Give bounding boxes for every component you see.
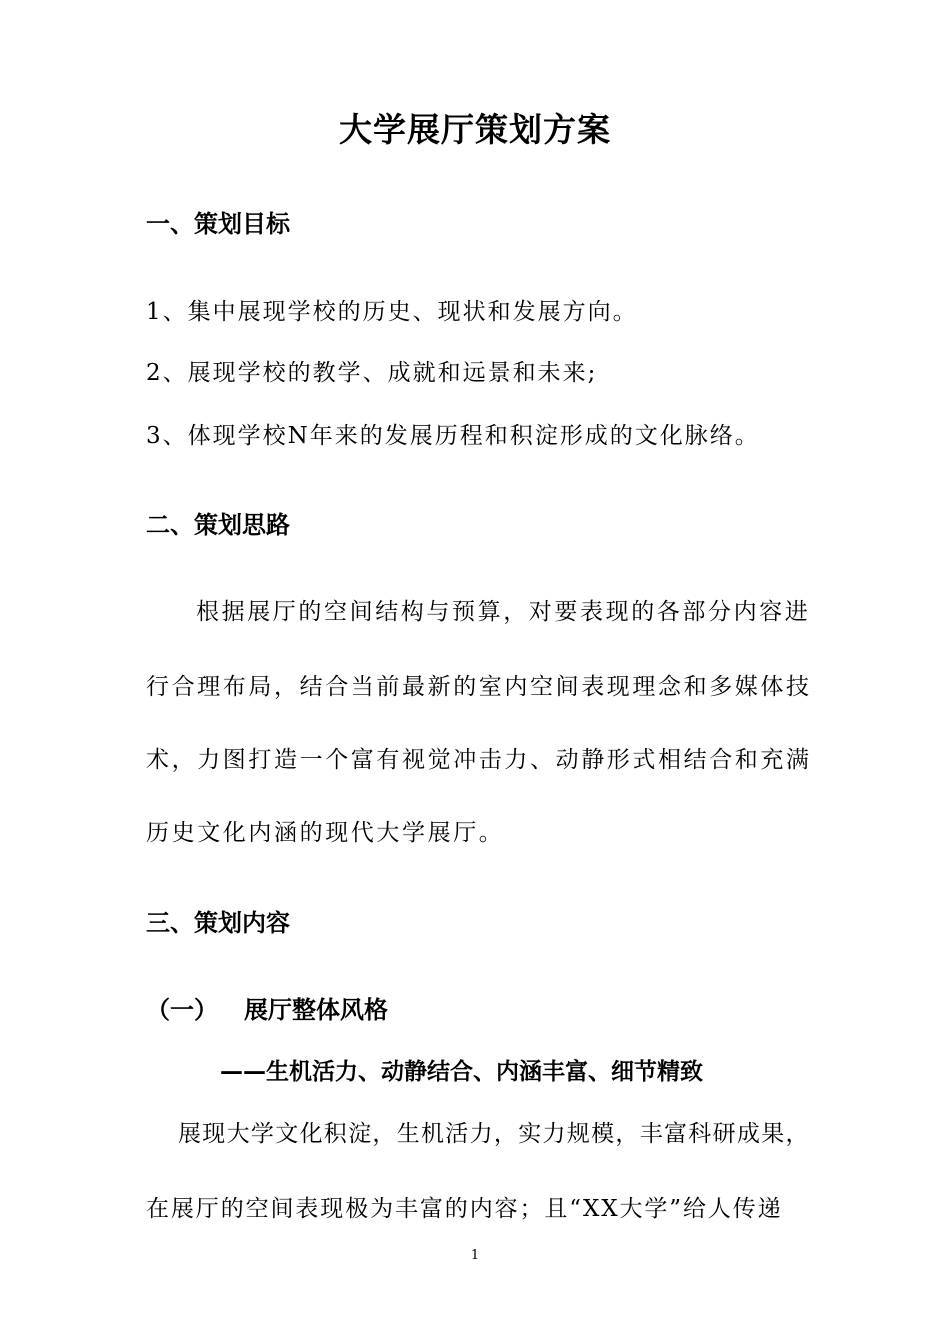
approach-paragraph-line-4: 历史文化内涵的现代大学展厅。 xyxy=(146,820,505,846)
approach-paragraph-line-1: 根据展厅的空间结构与预算，对要表现的各部分内容进 xyxy=(196,599,811,625)
section-heading-content: 三、策划内容 xyxy=(146,909,290,937)
style-paragraph-line-1: 展现大学文化积淀，生机活力，实力规模，丰富科研成果， xyxy=(178,1121,810,1147)
page-number: 1 xyxy=(470,1248,480,1263)
approach-paragraph-line-2: 行合理布局，结合当前最新的室内空间表现理念和多媒体技 xyxy=(146,674,812,700)
subsection-label: 展厅整体风格 xyxy=(244,996,388,1024)
document-title: 大学展厅策划方案 xyxy=(339,110,611,149)
subsection-heading-style xyxy=(146,990,388,1025)
goal-item-2: 2、展现学校的教学、成就和远景和未来; xyxy=(146,360,598,386)
style-tagline: ——生机活力、动静结合、内涵丰富、细节精致 xyxy=(220,1059,703,1085)
section-heading-approach: 二、策划思路 xyxy=(146,511,290,539)
section-heading-goals: 一、策划目标 xyxy=(146,210,290,238)
approach-paragraph-line-3: 术，力图打造一个富有视觉冲击力、动静形式相结合和充满 xyxy=(146,747,812,773)
subsection-number: （一） xyxy=(146,996,218,1024)
goal-item-1: 1、集中展现学校的历史、现状和发展方向。 xyxy=(146,299,638,325)
style-paragraph-line-2: 在展厅的空间表现极为丰富的内容；且“XX大学”给人传递 xyxy=(146,1196,783,1222)
goal-item-3: 3、体现学校N年来的发展历程和积淀形成的文化脉络。 xyxy=(146,423,760,449)
